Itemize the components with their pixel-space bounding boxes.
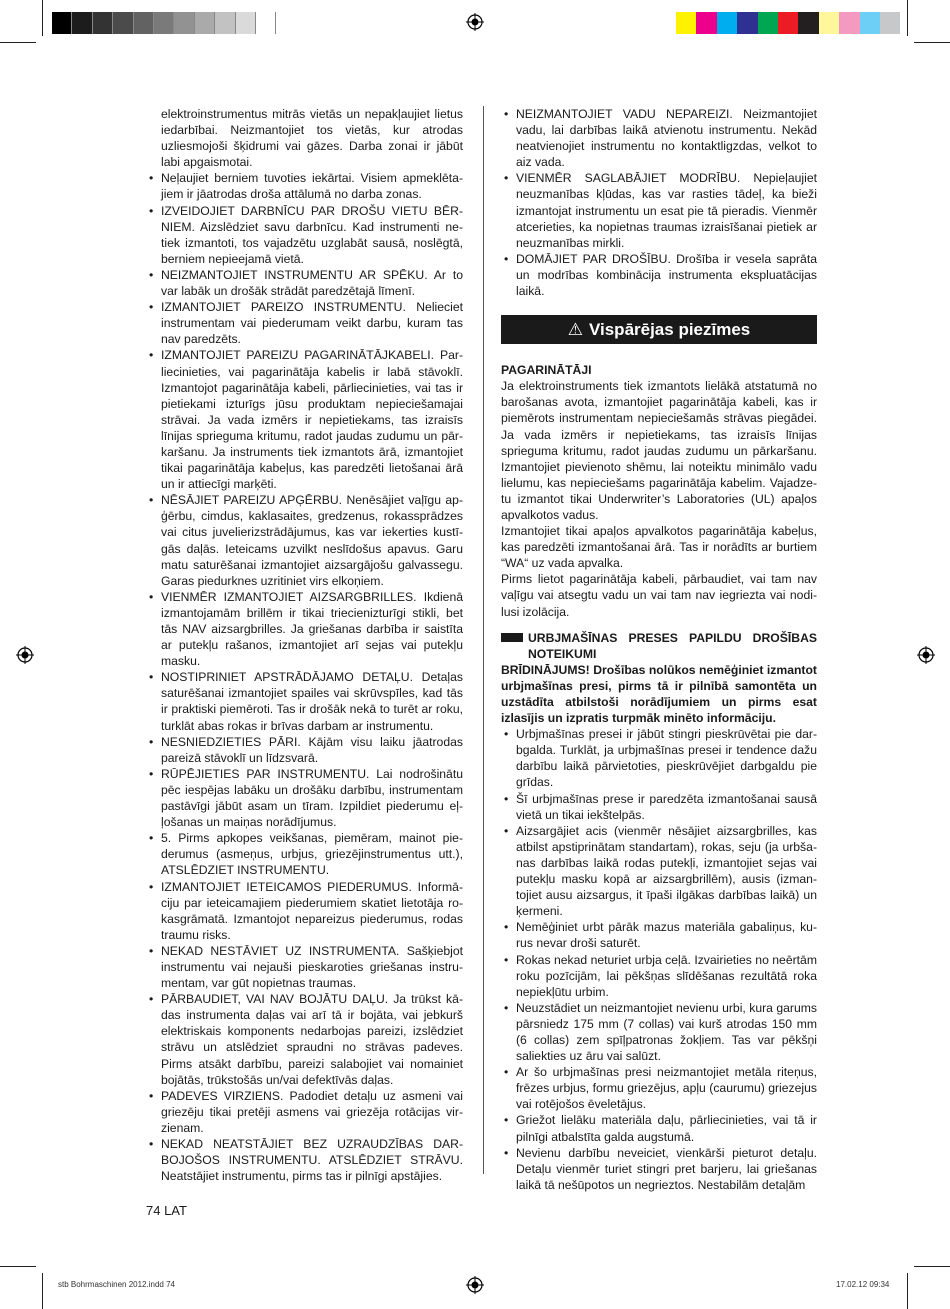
bullet-item: • IZMANTOJIET PAREIZU PAGARINĀTĀJKABELI. Parliecinieties, vai pagarinātāja kabelis ir labā stāvoklī. Izmantojot pagarinātāja kabeli, pārliecinieties, vai tas ir pietiekami izturīgs jūsu produktam nepieciešamajai strāvai. Ja vada izmērs ir nepietiekams, tas izraisīs līnijas sprieguma kritumu, radot jaudas zudumu un pārkaršanu. Ja instruments tiek izmantots ārā, izmantojiet tikai pagarinātāja kabeļus, kas paredzēti lietošanai ārā un ir attiecīgi marķēti. [146,347,463,492]
page-number: 74 LAT [146,1203,187,1218]
print-slug-timestamp: 17.02.12 09:34 [836,1280,890,1289]
bullet-item: • NESNIEDZIETIES PĀRI. Kājām visu laiku jāatrodas pareizā stāvoklī un līdzsvarā. [146,734,463,766]
bullet-item: • Aizsargājiet acis (vienmēr nēsājiet aizsargbrilles, kas atbilst apstiprinātam standartam), rokas, seju (ja urbšanas darbības laikā rodas putekļi, izmantojiet sejas vai putekļu masku kopā ar aizsargbrillēm), ausis (izmantojiet ausu aizsargus, it īpaši ilgākas darbības laikā) un ķermeni. [501,823,817,920]
color-swatch [860,12,880,34]
color-swatch [880,12,900,34]
registration-mark-icon [466,13,484,31]
bullet-item: • NEIZMANTOJIET VADU NEPAREIZI. Neizmantojiet vadu, lai darbības laikā atvienotu instrumentu. Nekād neatvienojiet instrumentu no kontaktligzdas, velkot to aiz vada. [501,106,817,170]
drill-press-rules-heading [501,630,817,662]
general-notes-heading-text: Vispārējas piezīmes [588,320,751,340]
color-swatch [113,12,133,34]
bullet-item: • Griežot lielāku materiāla daļu, pārliecinieties, vai tā ir pilnīgi atbalstīta galda augstumā. [501,1112,817,1144]
left-text-column [146,106,463,1184]
registration-mark-icon [917,646,935,664]
crop-mark [907,1273,908,1309]
color-swatch [696,12,716,34]
color-swatch [195,12,215,34]
bullet-item: • IZMANTOJIET PAREIZO INSTRUMENTU. Nelieciet instrumentam vai piederumam veikt darbu, kuram tas nav paredzēts. [146,299,463,347]
color-swatch [717,12,737,34]
crop-mark [0,1266,36,1267]
color-swatch [798,12,818,34]
color-swatch [215,12,235,34]
color-swatch [256,12,276,34]
crop-mark [42,0,43,36]
bullet-item: • RŪPĒJIETIES PAR INSTRUMENTU. Lai nodrošinātu pēc iespējas labāku un drošāku darbību, instrumentam pastāvīgi jābūt asam un tīram. Izpildiet piederumu eļļošanas un maiņas norādījumus. [146,766,463,830]
crop-mark [42,1273,43,1309]
registration-mark-icon [466,1276,484,1294]
registration-mark-icon [16,646,34,664]
body-paragraph: Ja elektroinstruments tiek izmantots lielākā atstatumā no barošanas avota, izmantojiet pagarinātāja kabeli, kas ir piemērots instrumentam nepieciešamās strāvas piegādei. Ja vada izmērs ir nepietiekams, tas izraisīs līnijas sprieguma kritumu, radot jaudas zudumu un pārkaršanu. Izmantojiet pievienoto shēmu, lai noteiktu minimālo vadu lielumu, kas nepieciešams pagarinātāja kabelim. Vajadzetu izmantot tikai Underwriter’s Laboratories (UL) apaļos apvalkotos vadus. [501,379,817,522]
bullet-item: • Ar šo urbjmašīnas presi neizmantojiet metāla riteņus, frēzes urbjus, formu griezējus, apļu (caurumu) griezejus vai rotējošos ēveletājus. [501,1064,817,1112]
extension-cords-subheading: PAGARINĀTĀJI [501,363,592,378]
color-swatch [758,12,778,34]
body-paragraph: Pirms lietot pagarinātāja kabeli, pārbaudiet, vai tam nav vaļīgu vai atsegtu vadu un vai tam nav iegriezta vai nodilusi izolācija. [501,572,817,619]
color-swatch [839,12,859,34]
body-paragraph: Izmantojiet tikai apaļos apvalkotos pagarinātāja kabeļus, kas paredzēti izmantošanai ārā. Tas ir norādīts ar burtiem “WA“ uz vada apvalka. [501,524,817,571]
bullet-item: • Nevienu darbību neveiciet, vienkārši pieturot detaļu. Detaļu vienmēr turiet stingri pret barjeru, lai griešanas laikā tā nešūpotos un negrieztos. Nestabilām detaļām [501,1145,817,1193]
grayscale-color-bar [52,12,276,34]
bullet-item: • Neļaujiet berniem tuvoties iekārtai. Visiem apmeklētajiem ir jāatrodas droša attālumā no darba zonas. [146,170,463,202]
bullet-item: • DOMĀJIET PAR DROŠĪBU. Drošība ir vesela saprāta un modrības kombinācija instrumenta ekspluatācijas laikā. [501,251,817,299]
bullet-item: • NĒSĀJIET PAREIZU APĢĒRBU. Nenēsājiet vaļīgu apģērbu, cimdus, kaklasaites, gredzenus, rokassprādzes vai citus juvelierizstrādājumus, kas var iekerties kustīgās daļās. Ieteicams uzvilkt neslīdošus apavus. Garu matu saturēšanai izmantojiet aizsargājošu galvassegu. Garas piedurknes uzritiniet virs elkoņiem. [146,492,463,589]
crop-mark [0,42,36,43]
general-notes-heading [501,315,817,344]
warning-triangle-icon: ⚠ [567,320,583,340]
bullet-item: • Šī urbjmašīnas prese ir paredzēta izmantošanai sausā vietā un tikai iekštelpās. [501,791,817,823]
color-swatch [93,12,113,34]
bullet-item: • VIENMĒR SAGLABĀJIET MODRĪBU. Nepieļaujiet neuzmanības kļūdas, kas var rasties tādeļ, ka bieži izmantojat instrumentu un esat pie tā pieradis. Vienmēr atcerieties, ka nopietnas traumas izraisīšanai pietiek ar neuzmanības mirkli. [501,170,817,250]
color-swatch [819,12,839,34]
drill-press-rules-heading-text: URBJMAŠĪNAS PRESES PAPILDU DROŠĪBAS NOTEIKUMI [528,630,817,661]
bullet-item: • NOSTIPRINIET APSTRĀDĀJAMO DETAĻU. Detaļas saturēšanai izmantojiet spailes vai skrūvspīles, kad tās ir praktiski piemēroti. Tas ir drošāk nekā to turēt ar roku, turklāt abas rokas ir brīvas darbam ar instrumentu. [146,669,463,733]
right-text-column [501,106,817,1193]
bullet-item: • VIENMĒR IZMANTOJIET AIZSARGBRILLES. Ikdienā izmantojamām brillēm ir tikai triecienizturīgi stikli, bet tās NAV aizsargbrilles. Ja griešanas darbība ir saistīta ar putekļu rašanos, izmantojiet arī sejas vai putekļu masku. [146,589,463,669]
bullet-item: • PADEVES VIRZIENS. Padodiet detaļu uz asmeni vai griezēju tikai pretēji asmens vai griezēja rotācijas virzienam. [146,1088,463,1136]
color-swatch [236,12,256,34]
heading-marker-block [501,633,523,642]
bullet-item: • NEKAD NEATSTĀJIET BEZ UZRAUDZĪBAS DARBOJOŠOS INSTRUMENTU. ATSLĒDZIET STRĀVU. Neatstājiet instrumentu, pirms tas ir pilnīgi apstājies. [146,1136,463,1184]
color-swatch [174,12,194,34]
color-swatch [676,12,696,34]
bullet-item: • NEKAD NESTĀVIET UZ INSTRUMENTA. Sašķiebjot instrumentu vai nejauši pieskaroties griešanas instrumentam, var gūt nopietnas traumas. [146,943,463,991]
color-swatch [778,12,798,34]
continued-paragraph: elektroinstrumentus mitrās vietās un nepakļaujiet lietus iedarbībai. Neizmantojiet tos vietās, kur atrodas uzliesmojoši šķidrumi vai gāzes. Darba zonai ir jābūt labi apgaismotai. [161,107,463,170]
bullet-item: • NEIZMANTOJIET INSTRUMENTU AR SPĒKU. Ar to var labāk un drošāk strādāt paredzētajā līmenī. [146,267,463,299]
color-swatch [72,12,92,34]
bullet-item: • PĀRBAUDIET, VAI NAV BOJĀTU DAĻU. Ja trūkst kādas instrumenta daļas vai arī tā ir bojāta, vai jebkurš elektriskais komponents nedarbojas pareizi, izslēdziet strāvu un atslēdziet spraudni no strāvas padeves. Pirms atsākt darbību, pareizi salabojiet vai nomainiet bojātās, trūkstošās un/vai defektīvās daļas. [146,991,463,1088]
warning-paragraph: BRĪDINĀJUMS! Drošības nolūkos nemēģiniet izmantot urbjmašīnas presi, pirms tā ir pilnībā samontēta un uzstādīta atbilstoši norādījumiem un pirms esat izlasījis un izpratis turpmāk minēto informāciju. [501,662,817,726]
process-color-bar [676,12,900,34]
color-swatch [154,12,174,34]
print-slug-filename: stb Bohrmaschinen 2012.indd 74 [58,1280,175,1289]
bullet-item: • IZMANTOJIET IETEICAMOS PIEDERUMUS. Informāciju par ieteicamajiem piederumiem skatiet lietotāja rokasgrāmatā. Izmantojot nepareizus piederumus, rodas traumu risks. [146,879,463,943]
color-swatch [737,12,757,34]
bullet-item: • Rokas nekad neturiet urbja ceļā. Izvairieties no neērtām roku pozīcijām, lai pēkšņas slīdēšanas rezultātā roka nepiekļūtu urbim. [501,952,817,1000]
column-divider [483,106,484,1174]
crop-mark [914,1266,950,1267]
crop-mark [914,42,950,43]
bullet-item: • IZVEIDOJIET DARBNĪCU PAR DROŠU VIETU BĒRNIEM. Aizslēdziet savu darbnīcu. Kad instrumenti netiek izmantoti, tos vajadzētu uzglabāt sausā, noslēgtā, berniem nepieejamā vietā. [146,203,463,267]
color-swatch [134,12,154,34]
color-swatch [52,12,72,34]
bullet-item: • 5. Pirms apkopes veikšanas, piemēram, mainot piederumus (asmeņus, urbjus, griezējinstrumentus utt.), ATSLĒDZIET INSTRUMENTU. [146,830,463,878]
crop-mark [907,0,908,36]
bullet-item: • Urbjmašīnas presei ir jābūt stingri pieskrūvētai pie darbgalda. Turklāt, ja urbjmašīnas presei ir tendence dažu darbību laikā pārvietoties, pieskrūvējiet darbgaldu pie grīdas. [501,726,817,790]
bullet-item: • Neuzstādiet un neizmantojiet nevienu urbi, kura garums pārsniedz 175 mm (7 collas) vai kurš atrodas 150 mm (6 collas) zem spīļpatronas žokļiem. Tas var pēkšņi saliekties uz āru vai salūzt. [501,1000,817,1064]
bullet-item: • Nemēģiniet urbt pārāk mazus materiāla gabaliņus, kurus nevar droši saturēt. [501,919,817,951]
